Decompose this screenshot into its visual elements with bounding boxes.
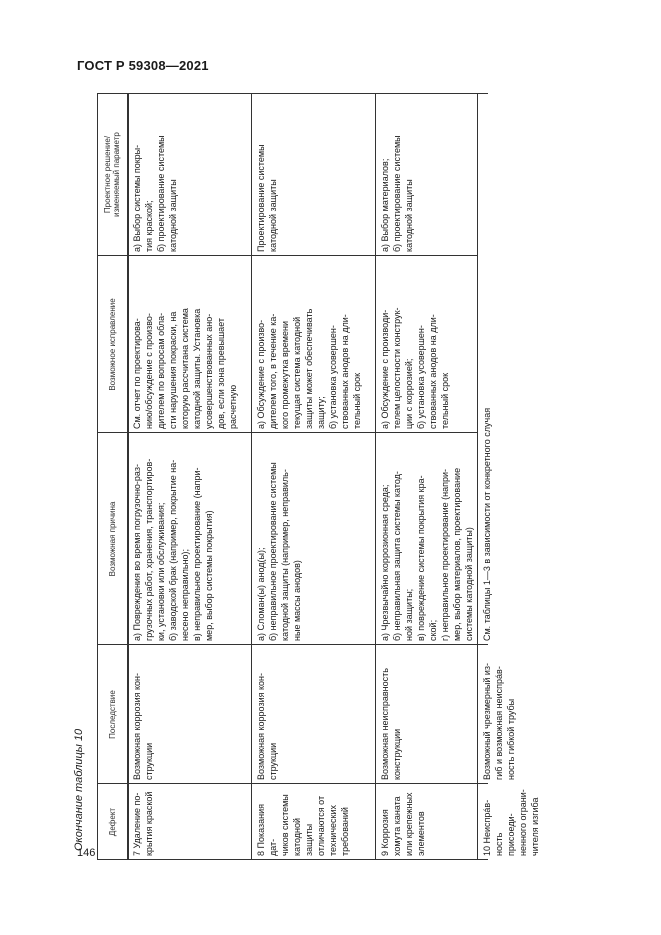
row-9-consequence: Возможная неисправность конструкции [380, 668, 402, 780]
row-8-cause: а) Сломан(ы) анод(ы); б) неправильное проектирование системы катодной защиты (например, неправиль- ные массы анодов) [256, 462, 302, 641]
column-header-defect: Дефект [107, 807, 117, 837]
column-header-cause: Возможная причина [107, 501, 117, 577]
column-rule [97, 644, 488, 645]
row-8-correction: а) Обсуждение с произво- дителем того, в течение ка- кого промежутка времени текущая система катодной защиты может обеспечивать защиту; б) установка усовершен- ствованных анодов на дли- тельный срок [256, 308, 362, 429]
row-7-design: а) Выбор системы покры- тия краской; б) проектирование системы катодной защиты [132, 135, 178, 252]
column-rule [97, 783, 488, 784]
header-rule [127, 93, 129, 860]
row-7-correction: См. отчет по проектирова- нию/обсуждение с произво- дителем по вопросам обла- сти нарушения покраски, на которую рассчитана система катодной защиты. Установка усовершенствованных ано- дов, если зона превышает расчетную [132, 308, 238, 429]
column-header-design: Проектное решение/ изменяемый параметр [103, 132, 121, 217]
row-9-correction: а) Обсуждение с производи- телем целостности конструк- ции с коррозией; б) установка усовершен- ствованных анодов на дли- тельный срок [380, 307, 450, 429]
row-rule [477, 93, 478, 860]
row-10-defect: 10 Неиспрáв- ность присоеди- ненного ограни- чителя изгиба [482, 789, 540, 856]
row-8-consequence: Возможная коррозия кон- струкции [256, 673, 278, 780]
row-7-consequence: Возможная коррозия кон- струкции [132, 673, 154, 780]
row-7-defect: 7 Удаление по- крытия краской [132, 791, 154, 856]
column-header-consequence: Последствие [107, 690, 117, 739]
row-9-design: а) Выбор материалов; б) проектирование системы катодной защиты [380, 135, 414, 252]
table-border-right [97, 93, 488, 94]
row-10-merged-note: См. таблицы 1—3 в зависимости от конкретного случая [482, 407, 492, 641]
table-caption: Окончание таблицы 10 [73, 728, 85, 851]
row-8-defect: 8 Показания дат- чиков системы катодной защиты отличаются от технических требований [256, 794, 350, 856]
column-rule [97, 255, 477, 256]
column-rule [97, 432, 477, 433]
table-border-left [97, 859, 488, 860]
row-rule [251, 93, 252, 860]
row-8-design: Проектирование системы катодной защиты [256, 144, 278, 252]
row-rule [375, 93, 376, 860]
table-10-continuation [97, 93, 540, 860]
row-9-defect: 9 Коррозия хомута каната или крепежных элементов [380, 792, 426, 856]
row-9-cause: а) Чрезвычайно коррозионная среда; б) неправильная защита системы катод- ной защиты; в) повреждение системы покрытия кра- ской; г) неправильное проектирование (напри- мер, выбор материалов, проектирование системы катодной защиты) [380, 467, 474, 641]
page-number: 146 [77, 847, 96, 859]
table-border-top [97, 93, 98, 860]
row-10-consequence: Возможный чрезмерный из- гиб и возможная неиспрáв- ность гибкой трубы [482, 662, 516, 780]
column-header-correction: Возможное исправление [107, 298, 117, 391]
row-7-cause: а) Повреждения во время погрузочно-раз- грузочных работ, хранения, транспортиров- ки, установки или обслуживания; б) заводской брак (например, покрытие на- несено неправильно); в) неправильное проектирование (напри- мер, выбор системы покрытия) [132, 458, 214, 641]
document-header: ГОСТ Р 59308—2021 [77, 58, 209, 73]
